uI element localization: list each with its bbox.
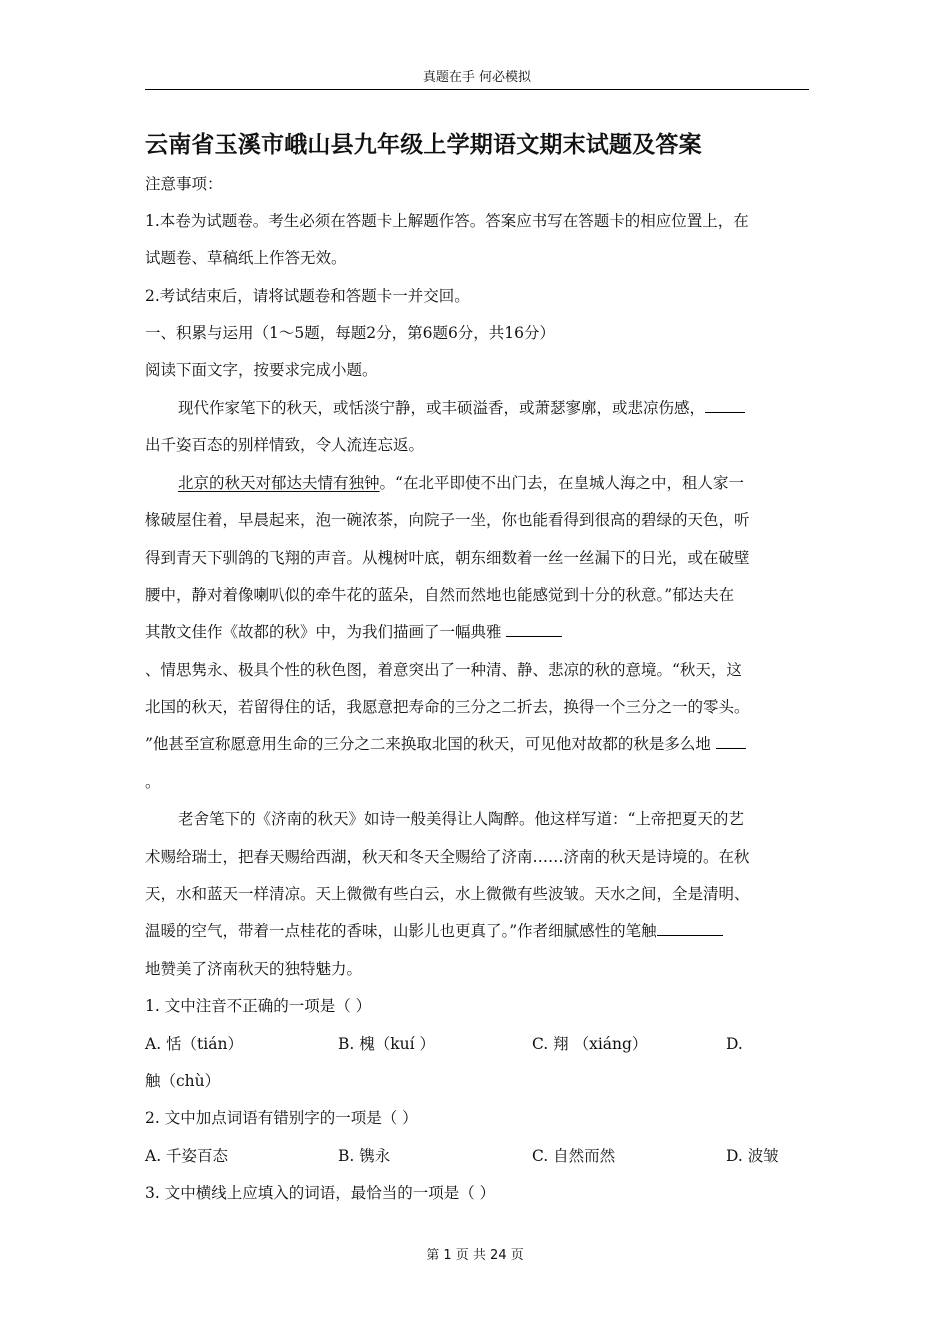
- question-1-option-a: A. 恬（tián）: [145, 1035, 243, 1053]
- section-1-heading: 一、积累与运用（1～5题，每题2分，第6题6分，共16分）: [145, 324, 556, 342]
- passage-p2-line-7: 北国的秋天，若留得住的话，我愿意把寿命的三分之二折去，换得一个三分之一的零头。: [145, 698, 750, 716]
- page-footer: 第 1 页 共 24 页: [426, 1248, 524, 1263]
- passage-p1-line-1: 现代作家笔下的秋天，或恬淡宁静，或丰硕溢香，或萧瑟寥廓，或悲凉伤感，: [178, 398, 745, 418]
- passage-p2-line-2: 椽破屋住着，早晨起来，泡一碗浓茶，向院子一坐，你也能看得到很高的碧绿的天色，听: [145, 511, 750, 529]
- fill-blank-2: [506, 622, 562, 637]
- question-2-option-c: C. 自然而然: [532, 1147, 616, 1165]
- underlined-phrase: 北京的秋天对郁达夫情有独钟: [178, 474, 380, 492]
- passage-p3-line-3: 天，水和蓝天一样清凉。天上微微有些白云，水上微微有些波皱。天水之间，全是清明、: [145, 885, 750, 903]
- passage-p2-line-6: 、情思隽永、极具个性的秋色图，着意突出了一种清、静、悲凉的秋的意境。“秋天，这: [145, 661, 742, 679]
- passage-p2-line-3: 得到青天下驯鸽的飞翔的声音。从槐树叶底，朝东细数着一丝一丝漏下的日光，或在破壁: [145, 549, 750, 567]
- question-1-option-d: D.: [726, 1035, 743, 1053]
- notice-item-1-line-2: 试题卷、草稿纸上作答无效。: [145, 249, 347, 267]
- reading-instruction: 阅读下面文字，按要求完成小题。: [145, 361, 378, 379]
- passage-p2-line-4: 腰中，静对着像喇叭似的牵牛花的蓝朵，自然而然地也能感觉到十分的秋意。”郁达夫在: [145, 586, 735, 604]
- passage-p2-line-8: ”他甚至宣称愿意用生命的三分之二来换取北国的秋天，可见他对故都的秋是多么地: [145, 734, 746, 754]
- passage-p3-line-2: 术赐给瑞士，把春天赐给西湖，秋天和冬天全赐给了济南……济南的秋天是诗境的。在秋: [145, 848, 750, 866]
- notice-heading: 注意事项：: [145, 175, 223, 193]
- fill-blank-3: [716, 734, 746, 749]
- question-2-option-b: B. 镌永: [338, 1147, 391, 1165]
- question-2-option-a: A. 千姿百态: [145, 1147, 229, 1165]
- question-1-stem: 1. 文中注音不正确的一项是（ ）: [145, 997, 372, 1015]
- passage-p2-line-1: 北京的秋天对郁达夫情有独钟。“在北平即使不出门去，在皇城人海之中，租人家一: [178, 474, 744, 492]
- fill-blank-4: [657, 921, 723, 936]
- document-title: 云南省玉溪市峨山县九年级上学期语文期末试题及答案: [145, 132, 702, 158]
- question-3-stem: 3. 文中横线上应填入的词语，最恰当的一项是（ ）: [145, 1184, 496, 1202]
- header-rule: [145, 89, 809, 90]
- question-2-stem: 2. 文中加点词语有错别字的一项是（ ）: [145, 1109, 418, 1127]
- question-1-option-d-text: 触（chù）: [145, 1072, 221, 1090]
- page-header: 真题在手 何必模拟: [422, 70, 532, 85]
- passage-p2-line-9: 。: [145, 773, 161, 791]
- passage-p3-line-4: 温暖的空气，带着一点桂花的香味，山影儿也更真了。”作者细腻感性的笔触: [145, 921, 723, 941]
- passage-p1-line-2: 出千姿百态的别样情致，令人流连忘返。: [145, 436, 425, 454]
- question-2-option-d: D. 波皱: [726, 1147, 779, 1165]
- notice-item-1-line-1: 1.本卷为试题卷。考生必须在答题卡上解题作答。答案应书写在答题卡的相应位置上，在: [145, 212, 749, 230]
- notice-item-2: 2.考试结束后，请将试题卷和答题卡一并交回。: [145, 287, 470, 305]
- question-1-option-b: B. 槐（kuí ）: [338, 1035, 436, 1053]
- passage-p3-line-1: 老舍笔下的《济南的秋天》如诗一般美得让人陶醉。他这样写道：“上帝把夏天的艺: [178, 810, 744, 828]
- passage-p3-line-5: 地赞美了济南秋天的独特魅力。: [145, 960, 363, 978]
- question-1-option-c: C. 翔 （xiáng）: [532, 1035, 648, 1053]
- fill-blank-1: [705, 398, 745, 413]
- passage-p2-line-5: 其散文佳作《故都的秋》中，为我们描画了一幅典雅: [145, 622, 562, 642]
